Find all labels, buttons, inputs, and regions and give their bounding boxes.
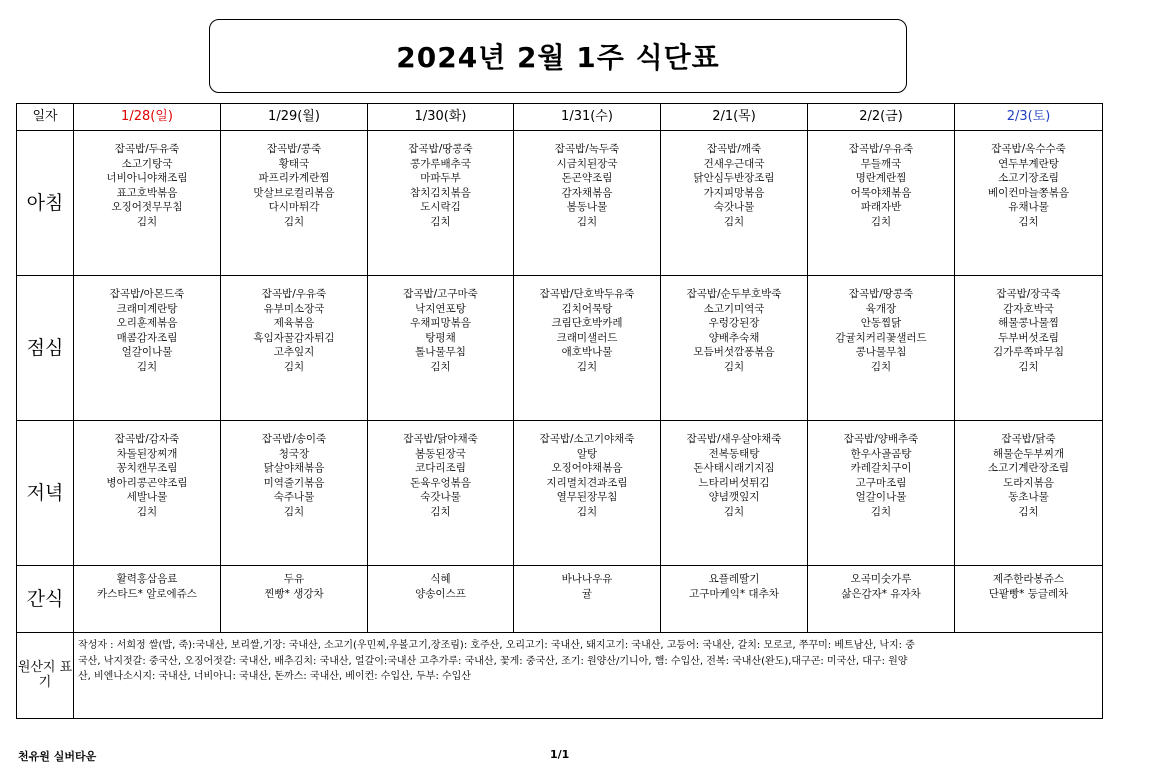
menu-item: 잡곡밥/닭야채죽 (403, 433, 478, 445)
menu-item: 연두부계란탕 (998, 157, 1059, 170)
snack-cell (808, 566, 955, 633)
menu-item: 잡곡밥/땅콩죽 (848, 288, 914, 300)
date-header-day: 1/29(월) (221, 104, 368, 131)
menu-item: 김치 (136, 360, 158, 373)
menu-item: 김치 (576, 215, 598, 228)
menu-item: 잡곡밥/옥수수죽 (991, 143, 1066, 155)
menu-item: 돈곤약조림 (561, 172, 613, 185)
menu-item: 바나나우유 (561, 573, 613, 585)
menu-item: 해물순두부찌개 (992, 447, 1064, 460)
menu-item: 김치 (576, 505, 598, 518)
menu-item: 소고기장조림 (998, 172, 1059, 185)
menu-item: 낙지연포탕 (415, 302, 466, 315)
menu-item: 무들깨국 (860, 157, 902, 170)
menu-item: 소고기탕국 (121, 157, 173, 170)
menu-item: 맛살브로컬리볶음 (253, 186, 335, 199)
menu-item: 양념깻잎지 (708, 491, 760, 504)
menu-cell (808, 131, 955, 276)
menu-item: 마파두부 (420, 172, 461, 185)
menu-item: 찐빵* 생강차 (264, 587, 324, 600)
menu-cell (368, 131, 514, 276)
snack-cell (661, 566, 808, 633)
menu-cell (808, 276, 955, 421)
menu-item: 잡곡밥/녹두죽 (554, 143, 620, 155)
menu-item: 표고호박볶음 (116, 186, 178, 199)
menu-item: 너비아니야채조림 (106, 172, 188, 185)
menu-item: 유채나물 (1008, 201, 1049, 214)
menu-item: 김치 (870, 505, 892, 518)
menu-item: 활력홍삼음료 (116, 573, 178, 585)
menu-item: 김치 (723, 505, 745, 518)
menu-item: 유부미소장국 (263, 302, 325, 315)
menu-item: 양송이스프 (415, 587, 466, 600)
menu-item: 잡곡밥/단호박두유죽 (539, 288, 635, 300)
menu-item: 전복동태탕 (708, 447, 760, 460)
menu-item: 동초나물 (1008, 491, 1049, 504)
menu-item: 잡곡밥/장국죽 (996, 288, 1061, 300)
menu-cell (514, 131, 661, 276)
menu-item: 숙주나물 (273, 491, 315, 504)
menu-item: 얼갈이나물 (121, 346, 173, 359)
menu-item: 콩가루배추국 (410, 157, 471, 170)
date-header-day: 1/30(화) (368, 104, 514, 131)
menu-item: 도라지볶음 (1003, 476, 1054, 489)
menu-item: 콩나물무침 (855, 346, 907, 359)
origin-text (74, 633, 1103, 719)
meal-label: 점심 (17, 276, 74, 421)
menu-cell (221, 421, 368, 566)
menu-item: 김치 (723, 215, 745, 228)
menu-cell (661, 131, 808, 276)
menu-item: 김치 (1018, 360, 1039, 373)
menu-cell (221, 131, 368, 276)
menu-item: 고구마케익* 대추차 (689, 587, 779, 600)
menu-item: 고추잎지 (273, 346, 315, 359)
menu-item: 지리멸치견과조림 (546, 476, 628, 489)
menu-item: 삶은감자* 유자차 (841, 587, 921, 600)
menu-cell (368, 421, 514, 566)
menu-item: 닭살야채볶음 (263, 462, 325, 475)
menu-item: 열무된장무침 (556, 491, 618, 504)
menu-cell (955, 131, 1103, 276)
meal-row (17, 421, 1103, 566)
menu-item: 크래미계란탕 (116, 302, 178, 315)
snack-cell (368, 566, 514, 633)
page-number: 1/1 (550, 748, 570, 761)
menu-item: 꽁치캔무조림 (116, 462, 178, 475)
menu-item: 탕평채 (425, 331, 456, 344)
menu-item: 크림단호박카레 (551, 317, 623, 330)
menu-item: 김치 (136, 505, 158, 518)
menu-item: 파래자반 (860, 201, 902, 214)
menu-item: 모듬버섯깜퐁볶음 (693, 346, 775, 359)
snack-row (17, 566, 1103, 633)
menu-item: 잡곡밥/땅콩죽 (408, 143, 473, 155)
menu-item: 애호박나물 (561, 346, 613, 359)
menu-item: 명란계란찜 (855, 172, 907, 185)
menu-item: 잡곡밥/우유죽 (848, 143, 914, 155)
menu-item: 가지피망볶음 (703, 186, 765, 199)
menu-item: 한우사골곰탕 (850, 447, 912, 460)
menu-item: 베이컨마늘쫑볶음 (987, 186, 1070, 199)
origin-label: 원산지 표기 (17, 633, 74, 719)
menu-item: 병아리콩곤약조림 (106, 476, 188, 489)
origin-line: 작성자 : 서희정 쌀(밥, 죽):국내산, 보리쌀,기장: 국내산, 소고기(우민찌,우볼고기,장조림): 호주산, 오리고기: 국내산, 돼지고기: 국내산, 고등어: 국내산, 갈치: 모로코, 쭈꾸미: 베트남산, 낙지: 중 (78, 640, 915, 651)
menu-item: 오곡미숫가루 (850, 573, 912, 585)
menu-item: 잡곡밥/새우살야채죽 (686, 433, 782, 445)
menu-item: 잡곡밥/고구마죽 (403, 288, 478, 300)
menu-item: 안동찜닭 (860, 317, 902, 330)
menu-item: 해물콩나물찜 (998, 317, 1059, 330)
meal-row (17, 276, 1103, 421)
snack-cell (74, 566, 221, 633)
menu-cell (661, 421, 808, 566)
menu-item: 김치어묵탕 (561, 302, 613, 315)
origin-row (17, 633, 1103, 719)
menu-cell (221, 276, 368, 421)
menu-item: 차돌된장찌개 (116, 447, 178, 460)
date-header-label: 일자 (17, 104, 74, 131)
snack-cell (514, 566, 661, 633)
menu-item: 오징어야채볶음 (551, 462, 623, 475)
date-header-day: 2/3(토) (955, 104, 1103, 131)
menu-item: 두유 (283, 573, 305, 585)
date-header-row (17, 104, 1103, 131)
menu-cell (514, 276, 661, 421)
menu-item: 제육볶음 (273, 317, 315, 330)
menu-item: 크래미샐러드 (556, 331, 618, 344)
menu-item: 느타리버섯튀김 (698, 476, 770, 489)
menu-item: 잡곡밥/양배추죽 (843, 433, 919, 445)
facility-name: 천유원 실버타운 (18, 750, 97, 763)
menu-item: 카레갈치구이 (850, 462, 912, 475)
menu-item: 김가루쪽파무침 (992, 346, 1064, 359)
menu-item: 청국장 (278, 447, 310, 460)
snack-cell (221, 566, 368, 633)
menu-item: 어묵야채볶음 (850, 186, 912, 199)
menu-item: 카스타드* 알로에쥬스 (97, 587, 197, 600)
menu-item: 참치김치볶음 (410, 186, 471, 199)
menu-cell (808, 421, 955, 566)
menu-item: 코다리조림 (415, 462, 466, 475)
menu-item: 얼갈이나물 (855, 491, 907, 504)
menu-item: 요플레딸기 (708, 573, 760, 585)
date-header-day: 1/31(수) (514, 104, 661, 131)
menu-cell (368, 276, 514, 421)
menu-item: 다시마튀각 (268, 201, 320, 214)
menu-item: 도시락김 (420, 201, 461, 214)
menu-item: 우채피망볶음 (410, 317, 471, 330)
menu-item: 김치 (430, 505, 451, 518)
menu-item: 감귤치커리꽃샐러드 (835, 331, 927, 344)
menu-item: 잡곡밥/감자죽 (114, 433, 180, 445)
menu-item: 숙갓나물 (420, 491, 461, 504)
meal-label: 저녁 (17, 421, 74, 566)
menu-item: 김치 (430, 360, 451, 373)
menu-cell (955, 276, 1103, 421)
menu-item: 잡곡밥/깨죽 (706, 143, 762, 155)
menu-item: 김치 (870, 360, 892, 373)
menu-item: 감자호박국 (1003, 302, 1054, 315)
menu-item: 김치 (1018, 215, 1039, 228)
menu-item: 단팥빵* 둥글레차 (988, 587, 1069, 600)
menu-table (16, 103, 1103, 719)
menu-item: 고구마조림 (855, 476, 907, 489)
meal-row (17, 131, 1103, 276)
menu-item: 봄동된장국 (415, 447, 466, 460)
menu-item: 육개장 (865, 302, 897, 315)
menu-cell (74, 421, 221, 566)
menu-item: 잡곡밥/두유죽 (114, 143, 180, 155)
menu-item: 양배추숙채 (708, 331, 760, 344)
menu-item: 김치 (283, 505, 305, 518)
menu-cell (661, 276, 808, 421)
menu-item: 세발나물 (126, 491, 168, 504)
menu-item: 김치 (136, 215, 158, 228)
menu-item: 잡곡밥/아몬드죽 (109, 288, 185, 300)
menu-item: 김치 (283, 215, 305, 228)
menu-item: 감자채볶음 (561, 186, 613, 199)
menu-item: 오리훈제볶음 (116, 317, 178, 330)
menu-item: 김치 (430, 215, 451, 228)
menu-item: 김치 (723, 360, 745, 373)
menu-item: 소고기미역국 (703, 302, 765, 315)
page-title: 2024년 2월 1주 식단표 (396, 41, 720, 74)
menu-item: 미역줄기볶음 (263, 476, 325, 489)
origin-line: 산, 비엔나소시지: 국내산, 너비아니: 국내산, 돈까스: 국내산, 베이컨: 수입산, 두부: 수입산 (78, 671, 471, 682)
menu-item: 잡곡밥/순두부호박죽 (686, 288, 782, 300)
menu-cell (74, 276, 221, 421)
snack-cell (955, 566, 1103, 633)
menu-item: 두부버섯조림 (998, 331, 1059, 344)
menu-item: 돈육우엉볶음 (410, 476, 471, 489)
meal-label: 아침 (17, 131, 74, 276)
menu-item: 잡곡밥/송이죽 (261, 433, 327, 445)
menu-item: 김치 (870, 215, 892, 228)
menu-cell (514, 421, 661, 566)
menu-item: 잡곡밥/닭죽 (1001, 433, 1056, 445)
menu-item: 숙갓나물 (713, 201, 755, 214)
menu-item: 돈사태시래기지짐 (693, 462, 775, 475)
menu-item: 시금치된장국 (556, 157, 618, 170)
menu-item: 식혜 (430, 573, 451, 585)
menu-item: 소고기계란장조림 (987, 462, 1070, 475)
menu-item: 잡곡밥/우유죽 (261, 288, 327, 300)
menu-item: 김치 (1018, 505, 1039, 518)
menu-item: 매콤감자조림 (116, 331, 178, 344)
menu-item: 잡곡밥/소고기야채죽 (539, 433, 635, 445)
menu-item: 잡곡밥/콩죽 (266, 143, 322, 155)
menu-item: 오징어젓무무침 (111, 201, 183, 214)
date-header-day: 2/2(금) (808, 104, 955, 131)
menu-item: 흑임자꿀감자튀김 (253, 331, 335, 344)
menu-item: 김치 (576, 360, 598, 373)
menu-item: 제주한라봉쥬스 (992, 573, 1064, 585)
menu-item: 황태국 (278, 157, 310, 170)
menu-item: 봄동나물 (566, 201, 608, 214)
menu-item: 알탕 (576, 447, 598, 460)
menu-cell (74, 131, 221, 276)
snack-label: 간식 (17, 566, 74, 633)
title-box (209, 19, 907, 93)
menu-item: 파프리카계란찜 (258, 172, 330, 185)
menu-item: 김치 (283, 360, 305, 373)
menu-item: 닭안심두반장조림 (693, 172, 775, 185)
origin-line: 국산, 낙지젓갈: 중국산, 오징어젓갈: 국내산, 배추김치: 국내산, 얼갈이:국내산 고추가루: 국내산, 꽃게: 중국산, 조기: 원양산/기니아, 햄: 수입산, 전복: 국내산(완도),대구곤: 미국산, 대구: 원양 (78, 655, 908, 667)
menu-item: 건새우근대국 (703, 157, 765, 170)
menu-cell (955, 421, 1103, 566)
date-header-day: 2/1(목) (661, 104, 808, 131)
date-header-day: 1/28(일) (74, 104, 221, 131)
menu-item: 톨나물무침 (415, 346, 466, 359)
menu-item: 우렁강된장 (708, 317, 760, 330)
menu-item: 귤 (581, 587, 593, 600)
